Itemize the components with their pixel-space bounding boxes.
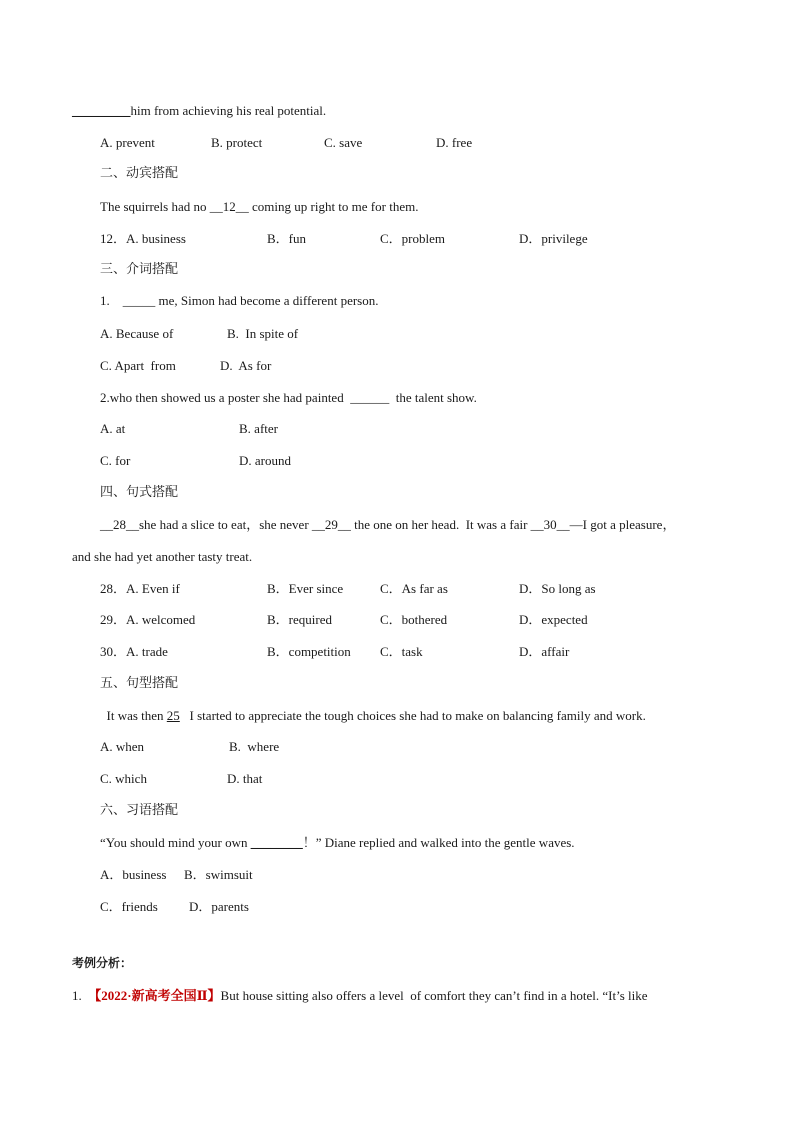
option-a: A. when — [100, 739, 145, 754]
stem-text: she had a slice to eat，she never — [139, 517, 312, 532]
option-b: B．Ever since — [267, 581, 344, 596]
option-b: B．swimsuit — [184, 867, 253, 882]
example-text: But house sitting also offers a level of comfort they can’t find in a hotel. “It’s like — [220, 988, 648, 1003]
option-c: C. which — [100, 771, 147, 786]
option-c: C．task — [380, 644, 423, 659]
option-c: C．bothered — [380, 612, 448, 627]
option-b: B. after — [239, 421, 278, 436]
question-1-stem — [100, 293, 378, 309]
answer-blank: ________ — [250, 835, 303, 850]
option-c: C. Apart from — [100, 358, 176, 373]
stem-text: ！” Diane replied and walked into the gentle waves. — [302, 835, 575, 850]
option-c: C．problem — [380, 231, 445, 246]
source-tag: 【2022·新高考全国Ⅱ】 — [88, 988, 221, 1003]
stem-text: the talent show. — [389, 390, 477, 405]
stem-text: —I got a pleasure， — [569, 517, 676, 532]
question-idiom-stem — [100, 835, 575, 851]
answer-blank: 25 — [166, 708, 180, 723]
option-a: 30．A. trade — [100, 644, 168, 659]
analysis-title: 考例分析： — [72, 956, 133, 970]
option-c: C．friends — [100, 899, 158, 914]
analysis-example-1 — [72, 988, 648, 1004]
option-d: D．affair — [519, 644, 570, 659]
stem-text: 1. — [100, 293, 123, 308]
option-b: B．competition — [267, 644, 351, 659]
stem-text: 2.who then showed us a poster she had painted — [100, 390, 351, 405]
answer-blank: __29__ — [311, 517, 351, 532]
option-c: C. for — [100, 453, 131, 468]
option-b: B. protect — [211, 135, 263, 150]
section-heading-preposition: 三、介词搭配 — [100, 262, 179, 277]
option-a: A. prevent — [100, 135, 155, 150]
stem-text: me, Simon had become a different person. — [155, 293, 379, 308]
option-c: C. save — [324, 135, 363, 150]
option-d: D. that — [227, 771, 263, 786]
option-d: D. free — [436, 135, 473, 150]
question-stem — [72, 103, 326, 119]
section-heading-verb-object: 二、动宾搭配 — [100, 166, 179, 181]
option-a: A. at — [100, 421, 126, 436]
section-heading-idiom: 六、习语搭配 — [100, 803, 179, 818]
option-a: 12．A. business — [100, 231, 186, 246]
answer-blank: _________ — [72, 103, 131, 118]
section-heading-sentence-structure: 五、句型搭配 — [100, 676, 179, 691]
stem-text: coming up right to me for them. — [248, 199, 419, 214]
option-b: B. In spite of — [227, 326, 299, 341]
question-25-stem — [100, 708, 646, 724]
answer-blank: __28__ — [100, 517, 139, 532]
answer-blank: ______ — [350, 390, 390, 405]
option-a: 28．A. Even if — [100, 581, 180, 596]
answer-blank: __12__ — [209, 199, 249, 214]
answer-blank: __30__ — [530, 517, 570, 532]
option-c: C．As far as — [380, 581, 448, 596]
option-b: B．fun — [267, 231, 307, 246]
stem-text: The squirrels had no — [100, 199, 210, 214]
stem-text: I started to appreciate the tough choices she had to make on balancing family and work. — [179, 708, 646, 723]
example-number: 1. — [72, 988, 89, 1003]
option-d: D．parents — [189, 899, 249, 914]
option-b: B．required — [267, 612, 332, 627]
question-12-stem — [100, 199, 418, 215]
stem-text: “You should mind your own — [100, 835, 251, 850]
question-2-stem — [100, 390, 477, 406]
answer-blank: _____ — [122, 293, 156, 308]
question-28-30-stem — [100, 517, 675, 533]
stem-text: It was then — [100, 708, 167, 723]
option-d: D．privilege — [519, 231, 588, 246]
section-heading-sentence-pattern: 四、句式搭配 — [100, 485, 179, 500]
option-a: 29．A. welcomed — [100, 612, 196, 627]
option-a: A．business — [100, 867, 167, 882]
option-b: B. where — [229, 739, 280, 754]
option-d: D. As for — [220, 358, 272, 373]
option-d: D．So long as — [519, 581, 596, 596]
option-d: D. around — [239, 453, 291, 468]
option-a: A. Because of — [100, 326, 174, 341]
stem-text: him from achieving his real potential. — [130, 103, 327, 118]
stem-continuation: and she had yet another tasty treat. — [72, 549, 253, 564]
stem-text: the one on her head. It was a fair — [350, 517, 531, 532]
option-d: D．expected — [519, 612, 588, 627]
